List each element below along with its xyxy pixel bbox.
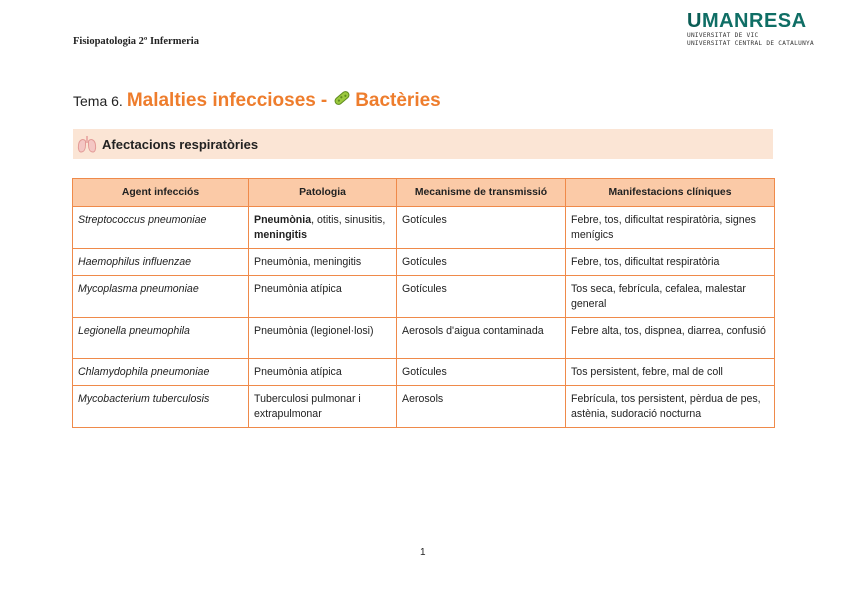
table-row: [73, 276, 775, 318]
umanresa-logo: [687, 10, 837, 48]
cell-pathology: Tuberculosi pulmonar i extrapulmonar: [249, 386, 397, 428]
course-title: Fisiopatologia 2º Infermeria: [73, 36, 199, 47]
column-header-clinical: Manifestacions clíniques: [566, 179, 775, 207]
cell-clinical: Febrícula, tos persistent, pèrdua de pes, astènia, sudoració nocturna: [566, 386, 775, 428]
cell-transmission: Aerosols d'aigua contaminada: [397, 318, 566, 359]
cell-agent: Streptococcus pneumoniae: [73, 207, 249, 249]
bacteria-icon: [332, 88, 352, 108]
topic-separator: -: [320, 90, 328, 111]
topic-subtitle: Bactèries: [355, 90, 441, 111]
lungs-icon: [76, 134, 98, 154]
topic-main-title: Malalties infeccioses: [126, 90, 316, 111]
cell-agent: Mycobacterium tuberculosis: [73, 386, 249, 428]
cell-pathology: Pneumònia, meningitis: [249, 249, 397, 276]
cell-agent: Legionella pneumophila: [73, 318, 249, 359]
table-row: [73, 207, 775, 249]
topic-prefix: Tema 6.: [73, 93, 123, 109]
table-row: [73, 386, 775, 428]
table-header-row: [73, 179, 775, 207]
cell-clinical: Febre, tos, dificultat respiratòria, signes menígics: [566, 207, 775, 249]
cell-pathology: Pneumònia (legionel·losi): [249, 318, 397, 359]
section-header: [73, 129, 773, 159]
cell-transmission: Aerosols: [397, 386, 566, 428]
table-row: [73, 318, 775, 359]
cell-transmission: Gotícules: [397, 207, 566, 249]
cell-pathology: Pneumònia, otitis, sinusitis, meningitis: [249, 207, 397, 249]
cell-transmission: Gotícules: [397, 276, 566, 318]
cell-clinical: Febre, tos, dificultat respiratòria: [566, 249, 775, 276]
cell-agent: Haemophilus influenzae: [73, 249, 249, 276]
column-header-pathology: Patologia: [249, 179, 397, 207]
topic-heading: [73, 86, 441, 112]
logo-line-2: UNIVERSITAT CENTRAL DE CATALUNYA: [687, 40, 814, 47]
column-header-agent: Agent infecciós: [73, 179, 249, 207]
cell-agent: Mycoplasma pneumoniae: [73, 276, 249, 318]
cell-agent: Chlamydophila pneumoniae: [73, 359, 249, 386]
table-row: [73, 359, 775, 386]
logo-mark: UMANRESA: [687, 10, 807, 32]
cell-pathology: Pneumònia atípica: [249, 276, 397, 318]
logo-line-1: UNIVERSITAT DE VIC: [687, 32, 759, 39]
cell-transmission: Gotícules: [397, 359, 566, 386]
column-header-transmission: Mecanisme de transmissió: [397, 179, 566, 207]
cell-clinical: Tos persistent, febre, mal de coll: [566, 359, 775, 386]
cell-pathology: Pneumònia atípica: [249, 359, 397, 386]
cell-transmission: Gotícules: [397, 249, 566, 276]
cell-clinical: Febre alta, tos, dispnea, diarrea, confusió: [566, 318, 775, 359]
section-title: Afectacions respiratòries: [102, 136, 259, 152]
table-row: [73, 249, 775, 276]
page-number: 1: [420, 547, 426, 558]
agents-table: [72, 178, 775, 428]
cell-clinical: Tos seca, febrícula, cefalea, malestar general: [566, 276, 775, 318]
